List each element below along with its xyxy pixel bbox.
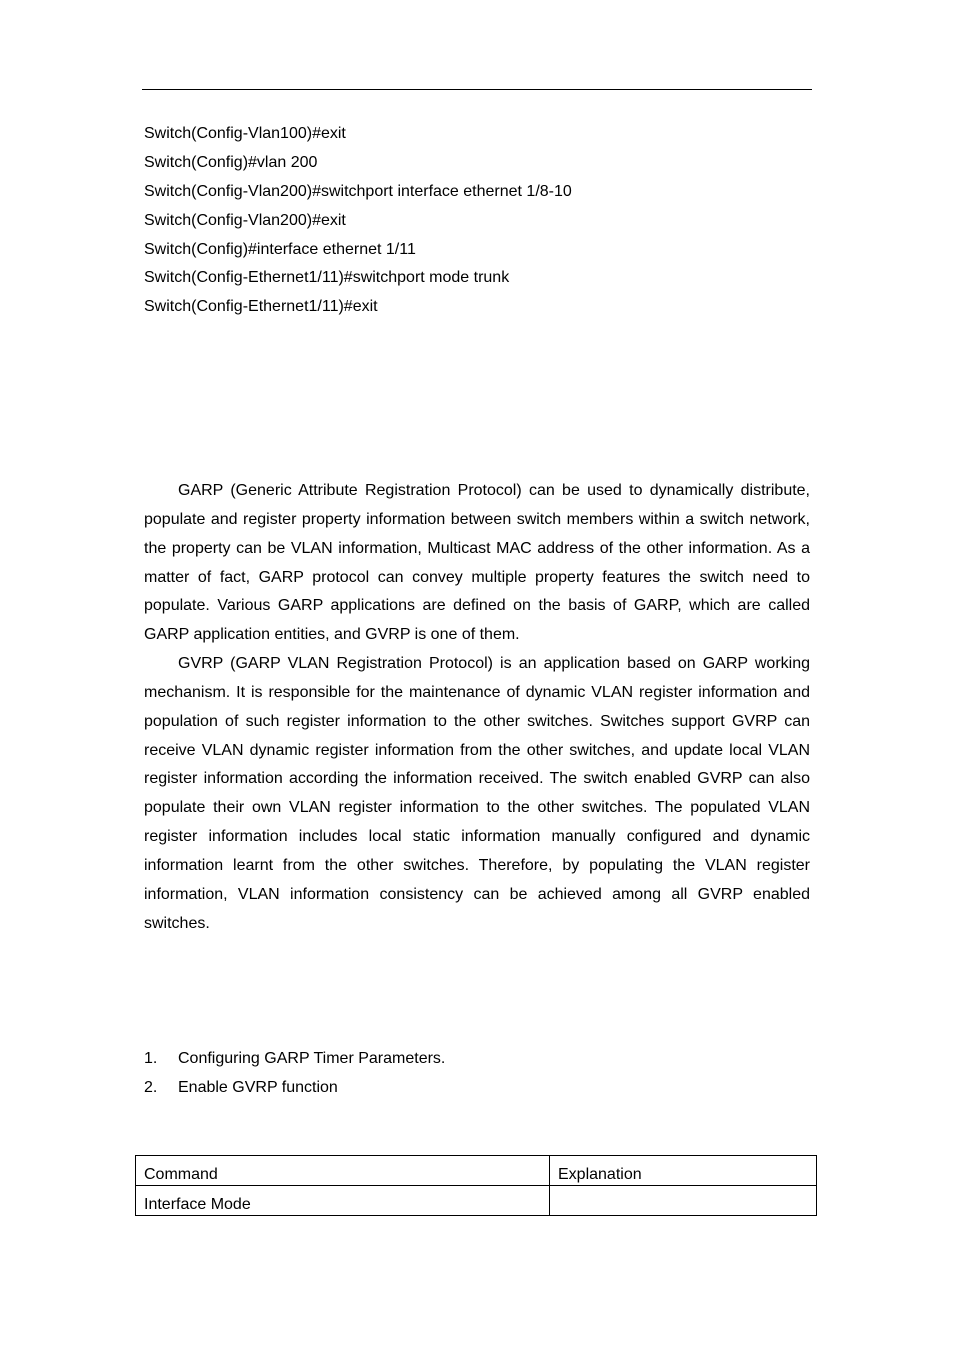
list-item: [144, 1073, 810, 1102]
column-header-explanation: Explanation: [550, 1156, 817, 1186]
code-line: Switch(Config-Vlan100)#exit: [144, 125, 346, 142]
table-header-row: [136, 1156, 817, 1186]
column-header-command: Command: [136, 1156, 550, 1186]
code-line: Switch(Config-Ethernet1/11)#exit: [144, 298, 378, 316]
gvrp-paragraph: GVRP (GARP VLAN Registration Protocol) is an application based on GARP working mechanism. It is responsible for the maintenance of dynamic VLAN register information and population of such register information to the other switches. Switches support GVRP can receive VLAN dynamic register information from the other switches, and update local VLAN register information according the information received. The switch enabled GVRP can also populate their own VLAN register information to the other switches. The populated VLAN register information includes local static information manually configured and dynamic information learnt from the other switches. Therefore, by populating the VLAN register information, VLAN information consistency can be achieved among all GVRP enabled switches.: [144, 655, 810, 932]
step-label: Enable GVRP function: [178, 1079, 338, 1096]
table-row: [136, 1186, 817, 1216]
config-commands: [144, 120, 814, 322]
table-cell-command: Interface Mode: [136, 1186, 550, 1216]
step-number: 1.: [144, 1050, 158, 1067]
list-item: [144, 1044, 810, 1073]
code-line: Switch(Config)#vlan 200: [144, 153, 318, 171]
step-number: 2.: [144, 1079, 158, 1096]
code-line: Switch(Config-Ethernet1/11)#switchport mode trunk: [144, 269, 510, 287]
code-line: Switch(Config-Vlan200)#exit: [144, 211, 346, 229]
code-line: Switch(Config-Vlan200)#switchport interface ethernet 1/8-10: [144, 182, 572, 200]
garp-introduction: [144, 477, 810, 939]
header-rule: [142, 89, 812, 90]
configuration-steps: [144, 1044, 810, 1102]
step-label: Configuring GARP Timer Parameters.: [178, 1050, 446, 1067]
command-table: [135, 1155, 817, 1216]
table-cell-explanation: [550, 1186, 817, 1216]
garp-paragraph: GARP (Generic Attribute Registration Protocol) can be used to dynamically distribute, populate and register property information between switch members within a switch network, the property can be VLAN information, Multicast MAC address of the other information. As a matter of fact, GARP protocol can convey multiple property features the switch need to populate. Various GARP applications are defined on the basis of GARP, which are called GARP application entities, and GVRP is one of them.: [144, 482, 810, 644]
code-line: Switch(Config)#interface ethernet 1/11: [144, 240, 416, 258]
